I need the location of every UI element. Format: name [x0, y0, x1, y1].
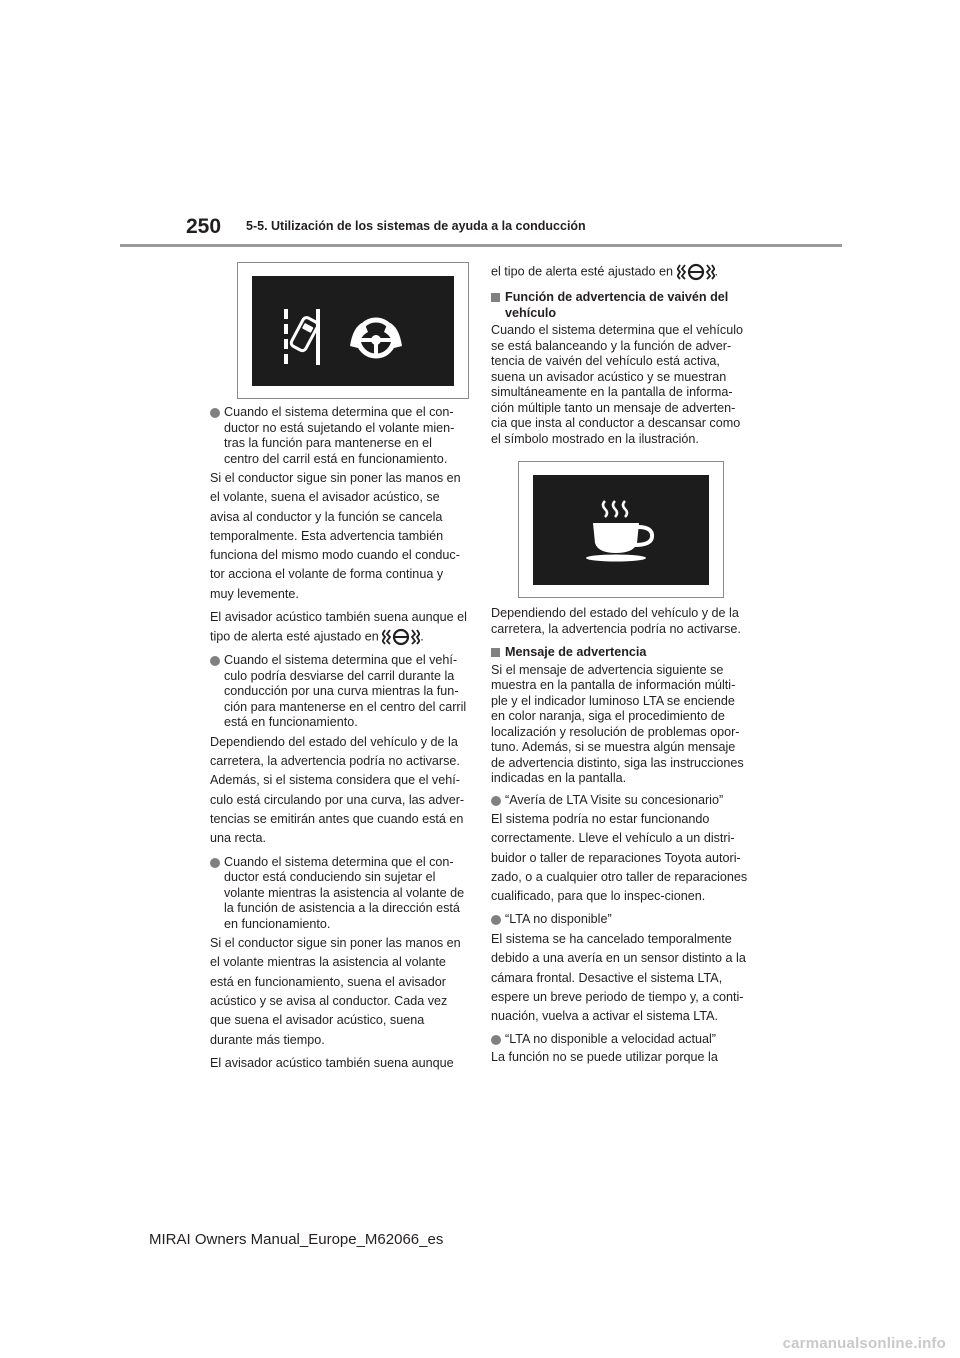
- list-item: [210, 855, 468, 933]
- paragraph-text: El avisador acústico también suena aunque el tipo de alerta esté ajustado en: [210, 610, 467, 644]
- header-divider: [120, 244, 842, 247]
- figure-lta-warning: [237, 262, 469, 399]
- bullet-text: Cuando el sistema determina que el vehí-culo podría desviarse del carril durante la conducción por una curva mientras la fun-ción para mantenerse en el centro del carril está en funcionamiento.: [224, 653, 467, 730]
- bullet-icon: [491, 796, 501, 806]
- paragraph: La función no se puede utilizar porque la: [491, 1049, 718, 1064]
- bullet-icon: [210, 408, 220, 418]
- paragraph: [491, 262, 749, 282]
- bullet-text: Cuando el sistema determina que el con-ductor está conduciendo sin sujetar el volante mientras la asistencia al volante de la función de asistencia a la dirección está en funcionamiento.: [224, 854, 465, 931]
- watermark: carmanualsonline.info: [782, 1335, 946, 1352]
- list-item: [491, 1032, 749, 1048]
- section-title: 5-5. Utilización de los sistemas de ayuda a la conducción: [246, 219, 586, 233]
- steering-vibration-icon: [382, 627, 420, 647]
- paragraph: [210, 608, 468, 647]
- paragraph: El sistema se ha cancelado temporalmente debido a una avería en un sensor distinto a la cámara frontal. Desactive el sistema LTA, espere un breve periodo de tiempo y, a conti-nuación, vuelva a activar el sistema LTA.: [491, 931, 746, 1024]
- paragraph-text: el tipo de alerta esté ajustado en: [491, 264, 674, 279]
- bullet-icon: [491, 1035, 501, 1045]
- right-column: [491, 262, 749, 1069]
- bullet-text: “Avería de LTA Visite su concesionario”: [505, 792, 724, 807]
- lane-departure-icon: [284, 309, 320, 365]
- list-item: [210, 653, 468, 731]
- left-column: [210, 262, 468, 1077]
- paragraph: Dependiendo del estado del vehículo y de la carretera, la advertencia podría no activarse. Además, si el sistema considera que el vehí-culo está circulando por una curva, las adver-tencias se emitirán antes que cuando está en una recta.: [210, 734, 465, 846]
- bullet-icon: [210, 858, 220, 868]
- figure-sway-warning: [518, 461, 724, 598]
- coffee-cup-icon: [586, 501, 652, 562]
- list-item: [491, 793, 749, 809]
- paragraph: Si el conductor sigue sin poner las manos en el volante mientras la asistencia al volante está en funcionamiento, suena el avisador acústico y se avisa al conductor. Cada vez que suena el avisador acústico, suena durante más tiempo.: [210, 936, 461, 1047]
- bullet-icon: [491, 915, 501, 925]
- square-bullet-icon: [491, 293, 500, 302]
- steering-vibration-icon: [677, 262, 715, 282]
- paragraph-text: .: [714, 264, 719, 279]
- list-item: [210, 405, 468, 467]
- page-number: 250: [186, 215, 222, 238]
- paragraph: El sistema podría no estar funcionando correctamente. Lleve el vehículo a un distri-buidor o taller de reparaciones Toyota autori-zado, o a cualquier otro taller de reparaciones cualificado, para que lo inspec-cionen.: [491, 812, 748, 904]
- subheading: [491, 645, 749, 661]
- paragraph-text: .: [420, 629, 424, 644]
- subheading-text: Mensaje de advertencia: [505, 645, 647, 659]
- square-bullet-icon: [491, 648, 500, 657]
- bullet-text: “LTA no disponible a velocidad actual”: [505, 1032, 716, 1047]
- display-screen: [252, 276, 454, 386]
- paragraph: El avisador acústico también suena aunque: [210, 1055, 454, 1070]
- hands-on-wheel-icon: [350, 320, 402, 356]
- footer-manual-title: MIRAI Owners Manual_Europe_M62066_es: [149, 1231, 444, 1248]
- bullet-text: Cuando el sistema determina que el con-ductor no está sujetando el volante mien-tras la función para mantenerse en el centro del carril está en funcionamiento.: [224, 405, 455, 466]
- bullet-icon: [210, 656, 220, 666]
- subheading-text: Función de advertencia de vaivén del vehículo: [505, 290, 729, 320]
- paragraph: Dependiendo del estado del vehículo y de la carretera, la advertencia podría no activarse.: [491, 606, 741, 636]
- display-screen: [533, 475, 709, 585]
- paragraph: Si el conductor sigue sin poner las manos en el volante, suena el avisador acústico, se avisa al conductor y la función se cancela temporalmente. Esta advertencia también funciona del mismo modo cuando el conduc-tor acciona el volante de forma continua y muy levemente.: [210, 471, 461, 601]
- paragraph: Si el mensaje de advertencia siguiente se muestra en la pantalla de información múlti-ple y el indicador luminoso LTA se enciende en color naranja, siga el procedimiento de localización y resolución de problemas opor-tuno. Además, si se muestra algún mensaje de advertencia distinto, siga las instrucciones indicadas en la pantalla.: [491, 662, 744, 785]
- list-item: [491, 912, 749, 928]
- subheading: [491, 290, 749, 321]
- paragraph: Cuando el sistema determina que el vehículo se está balanceando y la función de adver-tencia de vaivén del vehículo está activa, suena un avisador acústico y se muestran simultáneamente en la pantalla de informa-ción múltiple tanto un mensaje de adverten-cia que insta al conductor a descansar como el símbolo mostrado en la ilustración.: [491, 323, 744, 446]
- bullet-text: “LTA no disponible”: [505, 912, 612, 927]
